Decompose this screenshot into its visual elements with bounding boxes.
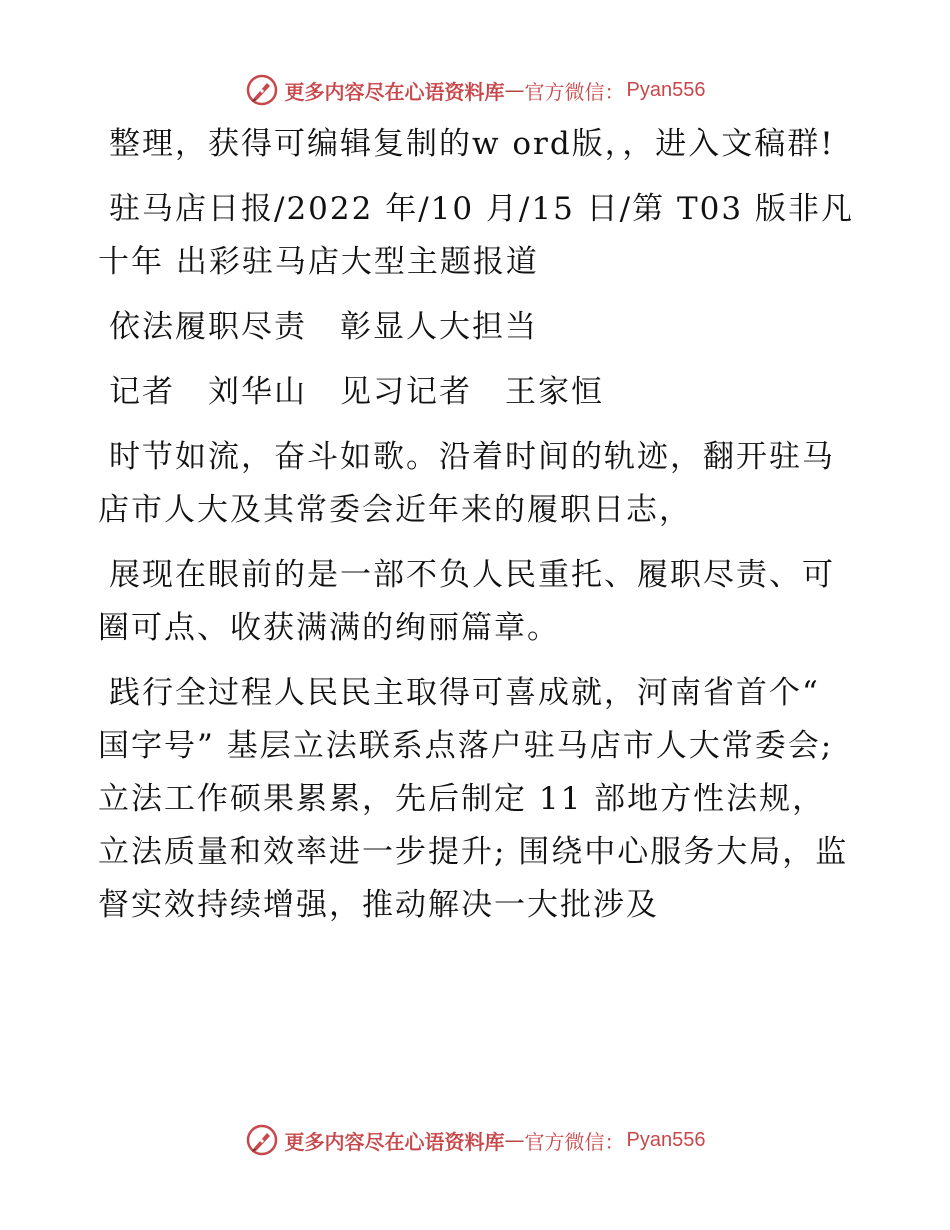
pen-logo-icon <box>245 73 279 107</box>
footer-banner <box>0 1120 950 1160</box>
pen-logo-icon <box>245 1123 279 1157</box>
document-body <box>98 118 856 944</box>
paragraph-source: 驻马店日报/2022 年/10 月/15 日/第 T03 版非凡十年 出彩驻马店大型主题报道 <box>98 191 854 280</box>
banner-brand-text: 更多内容尽在心语资料库 <box>284 79 505 104</box>
banner-separator: — <box>504 78 525 102</box>
banner-wechat-id: Pyan556 <box>626 1128 706 1151</box>
banner-wechat-label: 官方微信： <box>524 1129 625 1154</box>
paragraph-intro: 整理，获得可编辑复制的w ord版，，进入文稿群! <box>109 126 835 162</box>
banner-wechat-label: 官方微信： <box>524 79 625 104</box>
article-title: 依法履职尽责 彰显人大担当 <box>109 309 538 345</box>
banner-brand-text: 更多内容尽在心语资料库 <box>284 1129 505 1154</box>
paragraph-body-1: 时节如流，奋斗如歌。沿着时间的轨迹，翻开驻马店市人大及其常委会近年来的履职日志， <box>98 439 835 528</box>
banner-wechat-id: Pyan556 <box>626 78 706 101</box>
article-byline: 记者 刘华山 见习记者 王家恒 <box>109 374 604 410</box>
paragraph-body-2: 展现在眼前的是一部不负人民重托、履职尽责、可圈可点、收获满满的绚丽篇章。 <box>98 557 835 646</box>
paragraph-body-3: 践行全过程人民民主取得可喜成就，河南省首个“ 国字号” 基层立法联系点落户驻马店市人大常委会; 立法工作硕果累累，先后制定 11 部地方性法规，立法质量和效率进一步提升; 围绕中心服务大局，监督实效持续增强，推动解决一大批涉及 <box>98 675 849 923</box>
banner-separator: — <box>504 1128 525 1152</box>
header-banner <box>0 70 950 110</box>
